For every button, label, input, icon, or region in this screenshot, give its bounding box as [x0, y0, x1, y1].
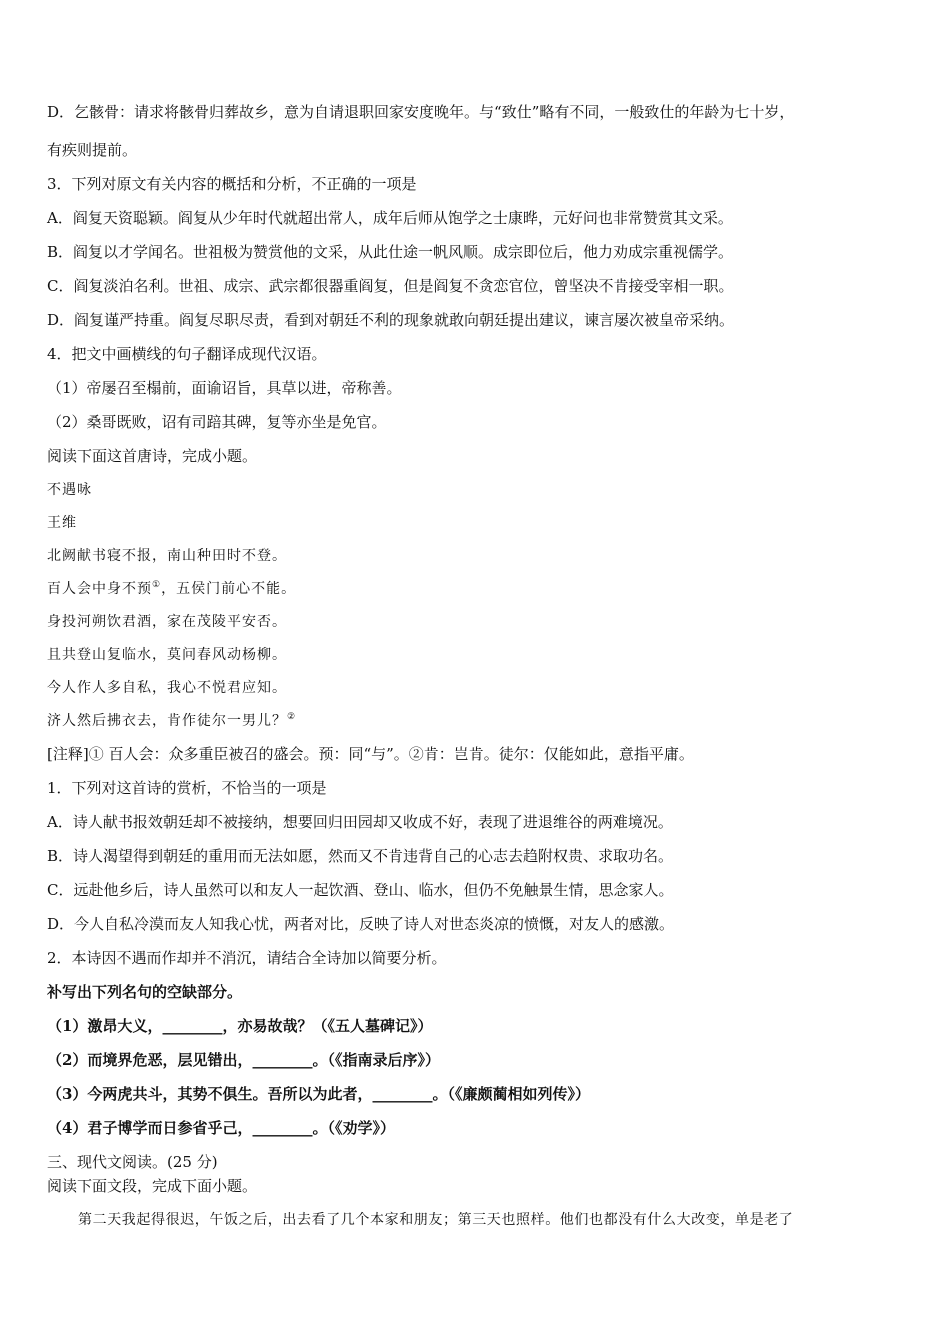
- poem-line-4: 且共登山复临水，莫问春风动杨柳。: [47, 647, 287, 663]
- question-3-option-a: A．阎复天资聪颖。阎复从少年时代就超出常人，成年后师从饱学之士康晔，元好问也非常赞赏其文采。: [47, 209, 733, 227]
- option-d-line1: D．乞骸骨：请求将骸骨归葬故乡，意为自请退职回家安度晚年。与“致仕”略有不同，一般致仕的年龄为七十岁，: [47, 103, 795, 121]
- poem-question-1-option-c: C．远赴他乡后，诗人虽然可以和友人一起饮酒、登山、临水，但仍不免触景生情，思念家人。: [47, 881, 674, 899]
- question-3-option-d: D．阎复谨严持重。阎复尽职尽责，看到对朝廷不利的现象就敢向朝廷提出建议，谏言屡次被皇帝采纳。: [47, 311, 735, 329]
- poem-line-3: 身投河朔饮君酒，家在茂陵平安否。: [47, 614, 287, 630]
- note-mark-1: ①: [152, 580, 162, 590]
- note-mark-2: ②: [287, 712, 297, 722]
- question-3-option-b: B．阎复以才学闻名。世祖极为赞赏他的文采，从此仕途一帆风顺。成宗即位后，他力劝成宗重视儒学。: [47, 243, 734, 261]
- question-4-item-2: （2）桑哥既败，诏有司踣其碑，复等亦坐是免官。: [47, 413, 387, 431]
- poem-line-6-text: 济人然后拂衣去，肯作徒尔一男儿？: [47, 713, 287, 729]
- poem-title: 不遇咏: [47, 482, 92, 498]
- section-3-paragraph: 第二天我起得很迟，午饭之后，出去看了几个本家和朋友；第三天也照样。他们也都没有什么大改变，单是老了: [78, 1212, 794, 1228]
- poem-notes: [注释]① 百人会：众多重臣被召的盛会。预：同“与”。②肯：岂肯。徒尔：仅能如此，意指平庸。: [47, 745, 694, 763]
- poem-line-2-part-b: ，五侯门前心不能。: [161, 581, 297, 597]
- question-4-stem: 4．把文中画横线的句子翻译成现代汉语。: [47, 345, 327, 363]
- section-3-intro: 阅读下面文段，完成下面小题。: [47, 1177, 258, 1195]
- section-3-heading: 三、现代文阅读。(25 分): [47, 1153, 218, 1171]
- poem-question-2: 2．本诗因不遇而作却并不消沉，请结合全诗加以简要分析。: [47, 949, 447, 967]
- poem-intro: 阅读下面这首唐诗，完成小题。: [47, 447, 258, 465]
- question-3-option-c: C．阎复淡泊名利。世祖、成宗、武宗都很器重阎复，但是阎复不贪恋官位，曾坚决不肯接受宰相一职。: [47, 277, 734, 295]
- fill-item-3: （3）今两虎共斗，其势不俱生。吾所以为此者，________。（《廉颇蔺相如列传》）: [47, 1085, 590, 1103]
- poem-question-1-option-a: A．诗人献书报效朝廷却不被接纳，想要回归田园却又收成不好，表现了进退维谷的两难境况。: [47, 813, 673, 831]
- poem-line-5: 今人作人多自私，我心不悦君应知。: [47, 680, 287, 696]
- fill-item-2: （2）而境界危恶，层见错出，________。（《指南录后序》）: [47, 1051, 440, 1069]
- poem-line-2: [47, 579, 910, 599]
- poem-line-1: 北阙献书寝不报，南山种田时不登。: [47, 548, 287, 564]
- poem-question-1-option-d: D．今人自私冷漠而友人知我心忧，两者对比，反映了诗人对世态炎凉的愤慨，对友人的感激。: [47, 915, 675, 933]
- question-4-item-1: （1）帝屡召至榻前，面谕诏旨，具草以进，帝称善。: [47, 379, 402, 397]
- question-3-stem: 3．下列对原文有关内容的概括和分析，不正确的一项是: [47, 175, 417, 193]
- poem-question-1-option-b: B．诗人渴望得到朝廷的重用而无法如愿，然而又不肯违背自己的心志去趋附权贵、求取功名。: [47, 847, 674, 865]
- fill-item-1: （1）激昂大义，________，亦易故哉？（《五人墓碑记》）: [47, 1017, 433, 1035]
- poem-line-2-part-a: 百人会中身不预: [47, 581, 152, 597]
- poem-line-6: [47, 711, 910, 731]
- poem-author: 王维: [47, 515, 77, 531]
- poem-question-1-stem: 1．下列对这首诗的赏析，不恰当的一项是: [47, 779, 327, 797]
- fill-item-4: （4）君子博学而日参省乎己，________。（《劝学》）: [47, 1119, 395, 1137]
- fill-heading: 补写出下列名句的空缺部分。: [47, 983, 243, 1001]
- option-d-line2: 有疾则提前。: [47, 141, 138, 159]
